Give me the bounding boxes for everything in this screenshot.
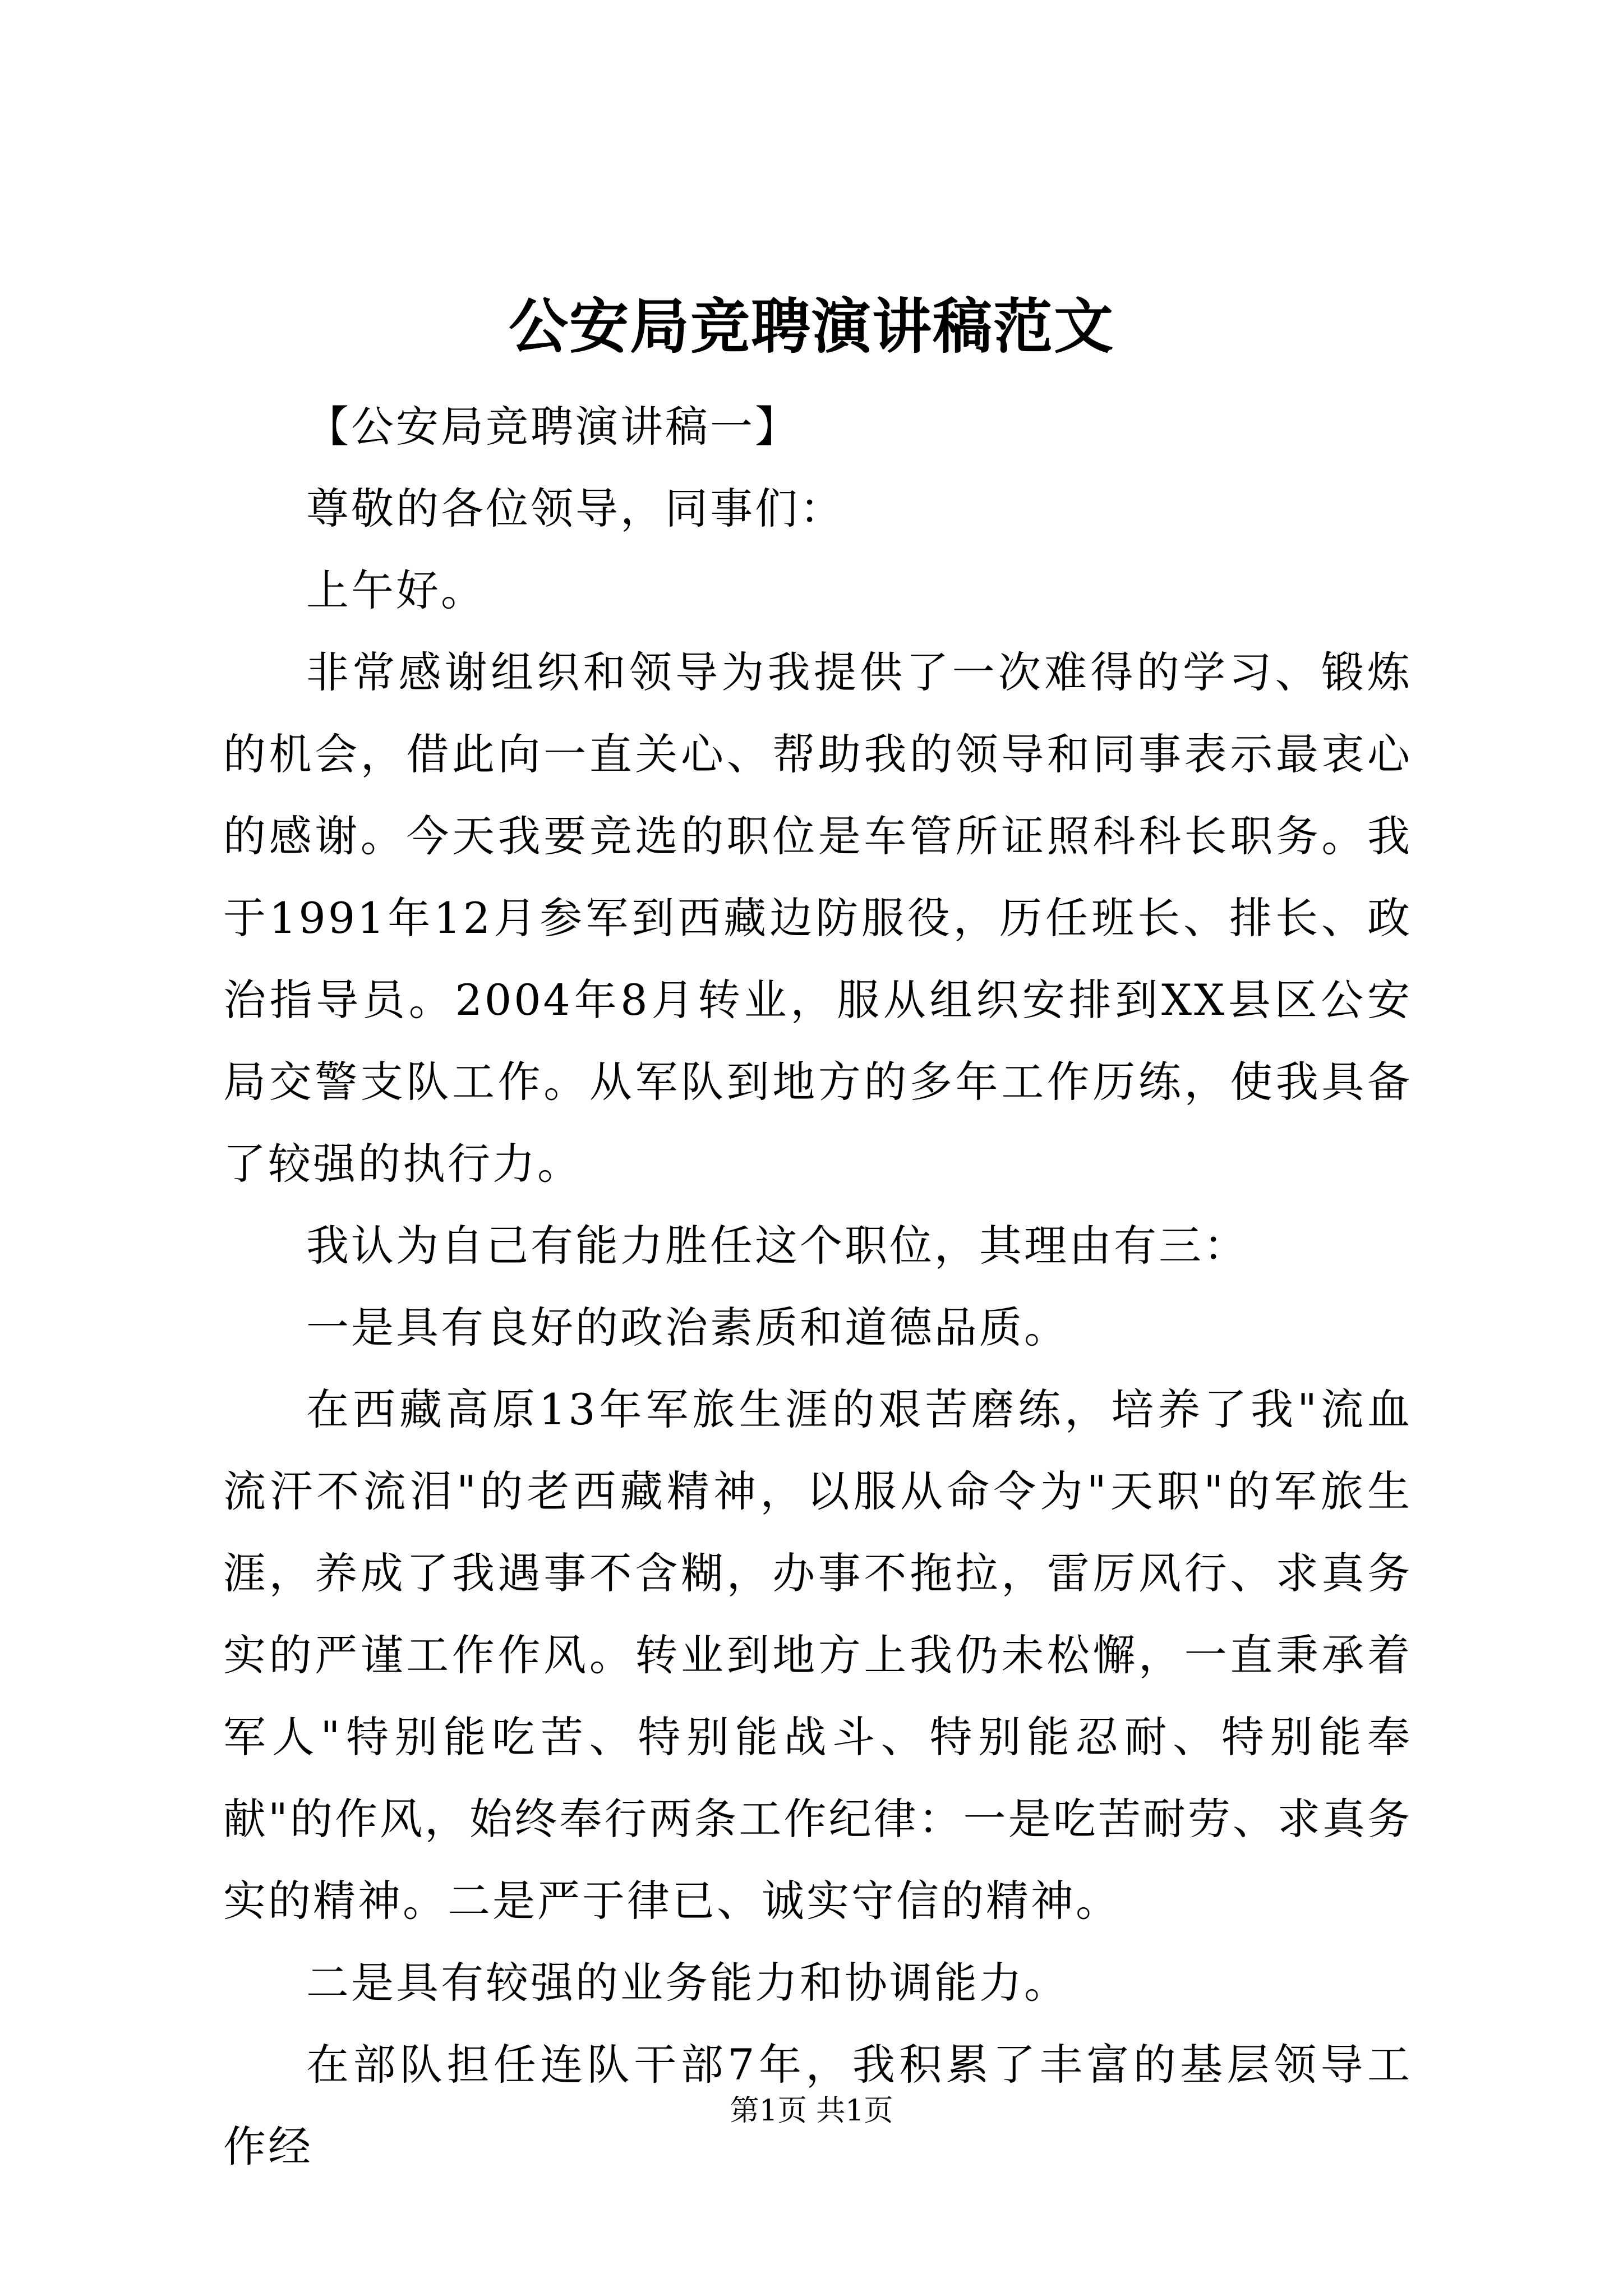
paragraph-reason-two: 二是具有较强的业务能力和协调能力。: [306, 1958, 1069, 2008]
paragraph-reason-one-detail: 在西藏高原13年军旅生涯的艰苦磨练，培养了我"流血流汗不流泪"的老西藏精神，以服从命令为"天职"的军旅生涯，养成了我遇事不含糊，办事不拖拉，雷厉风行、求真务实的严谨工作作风。转业到地方上我仍未松懈，一直秉承着军人"特别能吃苦、特别能战斗、特别能忍耐、特别能奉献"的作风，始终奉行两条工作纪律：一是吃苦耐劳、求真务实的精神。二是严于律已、诚实守信的精神。: [223, 1384, 1412, 1926]
paragraph-greeting: 上午好。: [306, 565, 486, 615]
paragraph-introduction: 非常感谢组织和领导为我提供了一次难得的学习、锻炼的机会，借此向一直关心、帮助我的领导和同事表示最衷心的感谢。今天我要竞选的职位是车管所证照科科长职务。我于1991年12月参军到西藏边防服役，历任班长、排长、政治指导员。2004年8月转业，服从组织安排到XX县区公安局交警支队工作。从军队到地方的多年工作历练，使我具备了较强的执行力。: [223, 647, 1412, 1189]
page-footer: 第1页 共1页: [730, 2094, 893, 2128]
paragraph-salutation: 尊敬的各位领导，同事们：: [306, 484, 845, 533]
paragraph-reasons-intro: 我认为自己有能力胜任这个职位，其理由有三：: [306, 1221, 1248, 1271]
paragraph-section-heading: 【公安局竞聘演讲稿一】: [306, 402, 800, 452]
paragraph-reason-one: 一是具有良好的政治素质和道德品质。: [306, 1303, 1069, 1352]
paragraph-reason-two-detail: 在部队担任连队干部7年，我积累了丰富的基层领导工作经: [223, 2040, 1412, 2171]
page-title: 公安局竞聘演讲稿范文: [509, 291, 1114, 361]
document-body: [223, 386, 1412, 2188]
